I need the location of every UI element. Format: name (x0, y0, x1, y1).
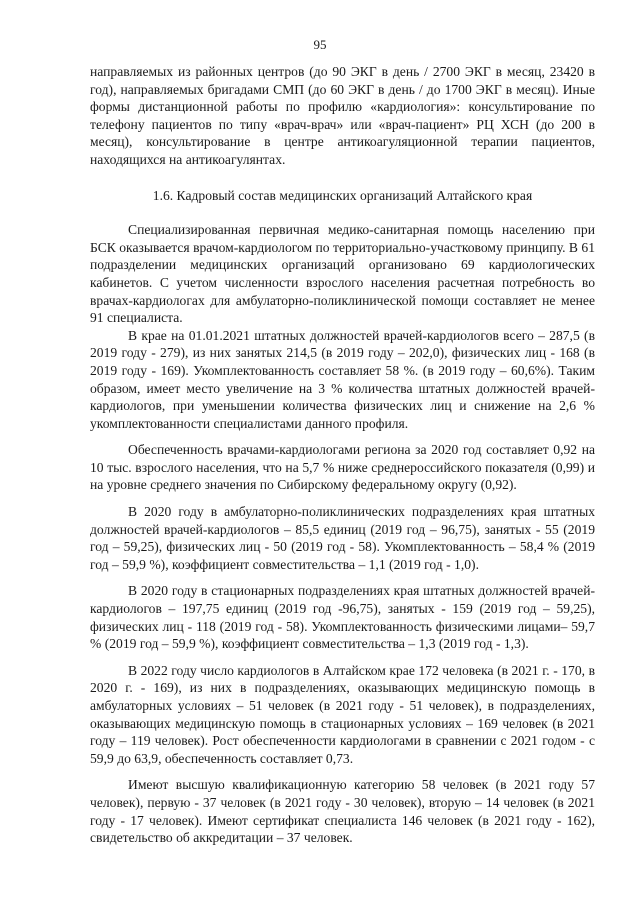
paragraph-qualification: Имеют высшую квалификационную категорию 58 человек (в 2021 году 57 человек), первую - 37 человек (в 2021 году - 30 человек), вторую – 14 человек (в 2021 году - 17 человек). Имеют сертификат специалиста 146 человек (в 2021 году - 162), свидетельство об аккредитации – 37 человек. (90, 777, 595, 846)
paragraph-inpatient-2020: В 2020 году в стационарных подразделениях края штатных должностей врачей-кардиологов – 197,75 единиц (2019 год -96,75), занятых - 159 (2019 год – 59,25), физических лиц - 118 (2019 год - 58). Укомплектованность физическими лицами– 59,7 % (2019 год – 59,9 %), коэффициент совместительства – 1,3 (2019 год - 1,3). (90, 583, 595, 652)
paragraph-staffing-principle: Специализированная первичная медико-санитарная помощь населению при БСК оказывается врачом-кардиологом по территориально-участковому принципу. В 61 подразделении медицинских организаций организовано 69 кардиологических кабинетов. С учетом численности взрослого населения расчетная потребность во врачах-кардиологах для амбулаторно-поликлинической помощи составляет не менее 91 специалиста. (90, 222, 595, 326)
paragraph-outpatient-2020: В 2020 году в амбулаторно-поликлинических подразделениях края штатных должностей врачей-кардиологов – 85,5 единиц (2019 год – 96,75), занятых - 55 (2019 год – 59,25), физических лиц - 50 (2019 год - 58). Укомплектованность – 58,4 % (2019 год – 59,9 %), коэффициент совместительства – 1,1 (2019 год - 1,0). (90, 504, 595, 572)
section-title: 1.6. Кадровый состав медицинских организаций Алтайского края (152, 187, 533, 203)
page-number: 95 (313, 37, 327, 52)
page-content (90, 63, 595, 847)
paragraph-provision-rate: Обеспеченность врачами-кардиологами региона за 2020 год составляет 0,92 на 10 тыс. взрослого населения, что на 5,7 % ниже среднероссийского показателя (0,99) и на уровне среднего значения по Сибирскому федеральному округу (0,92). (90, 442, 595, 493)
paragraph-staff-positions-2021: В крае на 01.01.2021 штатных должностей врачей-кардиологов всего – 287,5 (в 2019 году - 279), из них занятых 214,5 (в 2019 году – 202,0), физических лиц - 168 (в 2019 году - 169). Укомплектованность составляет 58 %. (в 2019 году – 60,6%). Таким образом, имеет место увеличение на 3 % количества штатных должностей врачей-кардиологов, при уменьшении количества физических лиц и снижение на 2,6 % укомплектованности специалистами данного профиля. (90, 327, 595, 431)
intro-paragraph: направляемых из районных центров (до 90 ЭКГ в день / 2700 ЭКГ в месяц, 23420 в год), направляемых бригадами СМП (до 60 ЭКГ в день / до 1700 ЭКГ в месяц). Иные формы дистанционной работы по профилю «кардиология»: консультирование по телефону пациентов по типу «врач-врач» или «врач-пациент» РЦ ХСН (до 200 в месяц), консультирование в центре антикоагуляционной терапии пациентов, находящихся на антикоагулянтах. (90, 64, 595, 167)
paragraph-cardiologists-2022: В 2022 году число кардиологов в Алтайском крае 172 человека (в 2021 г. - 170, в 2020 г. - 169), из них в подразделениях, оказывающих медицинскую помощь в амбулаторных условиях – 51 человек (в 2021 году - 51 человек), в подразделениях, оказывающих медицинскую помощь в стационарных условиях – 169 человек (в 2021 году – 119 человек). Рост обеспеченности кардиологами в сравнении с 2021 годом - с 59,9 до 63,9, обеспеченность составляет 0,73. (90, 662, 595, 766)
